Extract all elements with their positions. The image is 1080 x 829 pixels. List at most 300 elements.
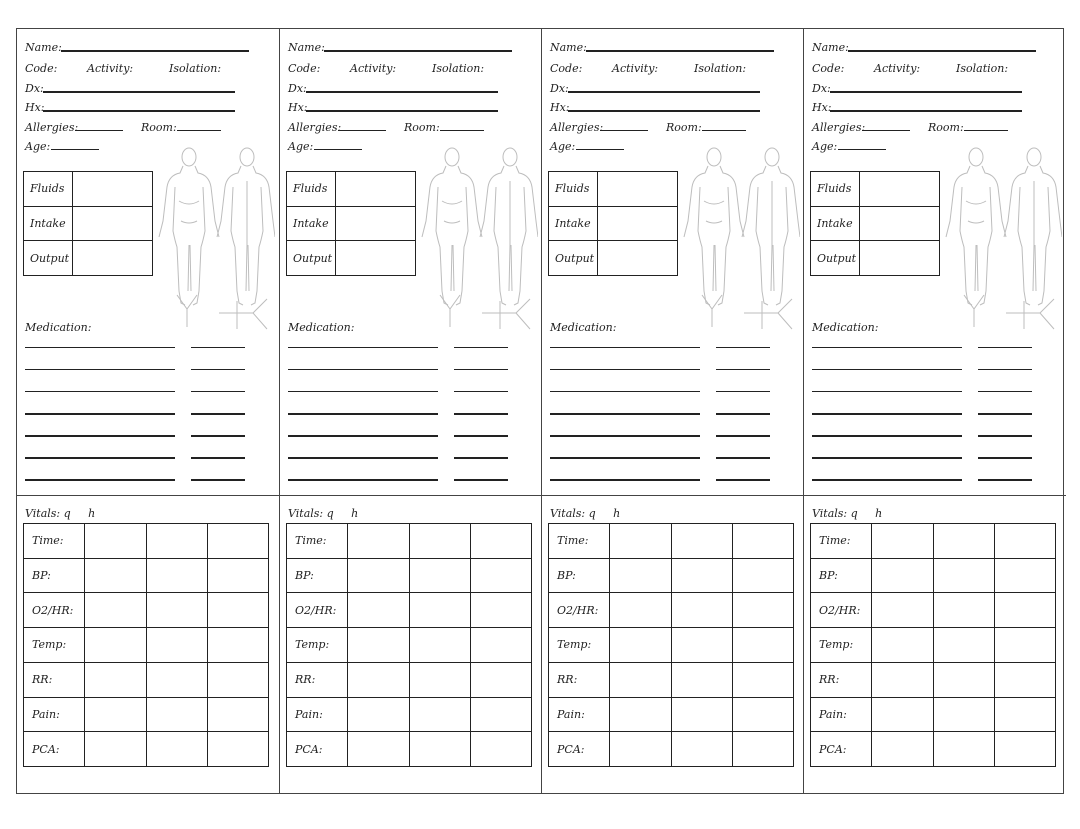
fluids-label: Fluids <box>811 172 860 207</box>
isolation-label: Isolation: <box>956 62 1009 75</box>
vitals-row <box>549 628 794 663</box>
vitals-row-label: Time: <box>811 524 872 559</box>
room-label: Room: <box>404 121 440 134</box>
code-label: Code: <box>812 62 845 75</box>
medication-dose-line[interactable] <box>191 479 245 481</box>
name-field[interactable] <box>848 50 1036 52</box>
patient-info-section <box>17 29 279 496</box>
medication-dose-line[interactable] <box>454 479 508 481</box>
vitals-row-label: Temp: <box>24 628 85 663</box>
vitals-cell[interactable] <box>348 697 409 732</box>
vitals-row <box>287 628 532 663</box>
age-label: Age: <box>25 140 51 153</box>
medication-dose-line[interactable] <box>978 347 1032 348</box>
vitals-row <box>24 697 269 732</box>
medication-dose-line[interactable] <box>454 347 508 348</box>
vitals-row <box>811 558 1056 593</box>
medication-dose-line[interactable] <box>978 457 1032 459</box>
vitals-cell[interactable] <box>872 662 933 697</box>
vitals-row-label: Time: <box>287 524 348 559</box>
vitals-cell[interactable] <box>610 697 671 732</box>
vitals-cell[interactable] <box>85 662 146 697</box>
vitals-row <box>287 524 532 559</box>
vitals-row-label: BP: <box>24 558 85 593</box>
intake-cell[interactable] <box>860 206 940 241</box>
activity-label: Activity: <box>612 62 659 75</box>
vitals-row-label: Pain: <box>24 697 85 732</box>
medication-dose-line[interactable] <box>191 391 245 392</box>
patient-info-section <box>804 29 1066 496</box>
medication-dose-line[interactable] <box>191 413 245 415</box>
vitals-suffix: h <box>351 507 359 520</box>
vitals-cell[interactable] <box>409 524 470 559</box>
medication-dose-line[interactable] <box>454 457 508 459</box>
fluids-cell[interactable] <box>860 172 940 207</box>
vitals-row-label: Temp: <box>287 628 348 663</box>
vitals-cell[interactable] <box>207 732 268 767</box>
hx-field[interactable] <box>306 110 498 112</box>
code-label: Code: <box>25 62 58 75</box>
output-label: Output <box>811 241 860 276</box>
vitals-cell[interactable] <box>470 662 531 697</box>
vitals-row <box>549 662 794 697</box>
medication-label: Medication: <box>812 321 879 334</box>
vitals-cell[interactable] <box>85 524 146 559</box>
body-diagram-icon <box>680 141 800 331</box>
vitals-cell[interactable] <box>732 558 793 593</box>
vitals-label <box>812 507 882 520</box>
vitals-cell[interactable] <box>610 732 671 767</box>
medication-name-line[interactable] <box>812 347 962 348</box>
intake-label: Intake <box>287 206 336 241</box>
output-cell[interactable] <box>336 241 416 276</box>
allergies-field[interactable] <box>338 130 386 131</box>
medication-name-line[interactable] <box>288 347 438 348</box>
room-field[interactable] <box>702 130 746 131</box>
vitals-cell[interactable] <box>348 628 409 663</box>
vitals-cell[interactable] <box>994 628 1055 663</box>
medication-name-line[interactable] <box>25 457 175 459</box>
vitals-row <box>549 593 794 628</box>
vitals-cell[interactable] <box>994 524 1055 559</box>
medication-dose-line[interactable] <box>978 413 1032 415</box>
vitals-row-label: Time: <box>24 524 85 559</box>
medication-dose-line[interactable] <box>191 435 245 437</box>
name-field[interactable] <box>586 50 774 52</box>
vitals-label <box>550 507 620 520</box>
isolation-label: Isolation: <box>432 62 485 75</box>
vitals-cell[interactable] <box>872 593 933 628</box>
vitals-cell[interactable] <box>994 558 1055 593</box>
medication-dose-line[interactable] <box>454 435 508 437</box>
intake-cell[interactable] <box>598 206 678 241</box>
medication-dose-line[interactable] <box>978 435 1032 437</box>
medication-dose-line[interactable] <box>716 457 770 459</box>
room-field[interactable] <box>177 130 221 131</box>
vitals-cell[interactable] <box>348 662 409 697</box>
intake-label: Intake <box>24 206 73 241</box>
output-cell[interactable] <box>860 241 940 276</box>
medication-dose-line[interactable] <box>191 457 245 459</box>
vitals-cell[interactable] <box>671 628 732 663</box>
dx-label: Dx: <box>288 82 307 95</box>
fluids-cell[interactable] <box>598 172 678 207</box>
vitals-suffix: h <box>875 507 883 520</box>
vitals-row <box>24 628 269 663</box>
vitals-cell[interactable] <box>933 662 994 697</box>
dx-field[interactable] <box>306 91 498 93</box>
medication-name-line[interactable] <box>25 479 175 481</box>
vitals-cell[interactable] <box>872 628 933 663</box>
dx-label: Dx: <box>550 82 569 95</box>
vitals-cell[interactable] <box>994 662 1055 697</box>
vitals-cell[interactable] <box>994 697 1055 732</box>
allergies-field[interactable] <box>862 130 910 131</box>
allergies-field[interactable] <box>600 130 648 131</box>
vitals-prefix: Vitals: q <box>25 507 71 520</box>
vitals-cell[interactable] <box>671 732 732 767</box>
vitals-cell[interactable] <box>732 593 793 628</box>
vitals-row-label: RR: <box>24 662 85 697</box>
medication-dose-line[interactable] <box>716 413 770 415</box>
vitals-row <box>287 593 532 628</box>
medication-dose-line[interactable] <box>454 413 508 415</box>
patient-card-4 <box>803 29 1066 793</box>
vitals-cell[interactable] <box>470 558 531 593</box>
medication-name-line[interactable] <box>25 347 175 348</box>
hx-label: Hx: <box>25 101 45 114</box>
fluids-label: Fluids <box>549 172 598 207</box>
vitals-table <box>286 523 532 767</box>
dx-field[interactable] <box>568 91 760 93</box>
allergies-label: Allergies: <box>812 121 866 134</box>
vitals-row-label: Pain: <box>287 697 348 732</box>
vitals-row-label: Temp: <box>549 628 610 663</box>
vitals-cell[interactable] <box>872 732 933 767</box>
allergies-label: Allergies: <box>550 121 604 134</box>
hx-label: Hx: <box>550 101 570 114</box>
vitals-prefix: Vitals: q <box>288 507 334 520</box>
dx-label: Dx: <box>812 82 831 95</box>
output-label: Output <box>549 241 598 276</box>
medication-dose-line[interactable] <box>716 435 770 437</box>
vitals-cell[interactable] <box>85 558 146 593</box>
intake-label: Intake <box>811 206 860 241</box>
vitals-cell[interactable] <box>732 524 793 559</box>
vitals-cell[interactable] <box>409 628 470 663</box>
vitals-cell[interactable] <box>671 697 732 732</box>
vitals-cell[interactable] <box>470 732 531 767</box>
medication-dose-line[interactable] <box>454 391 508 392</box>
age-label: Age: <box>288 140 314 153</box>
vitals-row-label: Pain: <box>549 697 610 732</box>
fluids-label: Fluids <box>287 172 336 207</box>
isolation-label: Isolation: <box>694 62 747 75</box>
vitals-cell[interactable] <box>146 593 207 628</box>
vitals-cell[interactable] <box>994 593 1055 628</box>
dx-field[interactable] <box>43 91 235 93</box>
vitals-cell[interactable] <box>409 558 470 593</box>
vitals-cell[interactable] <box>933 732 994 767</box>
vitals-cell[interactable] <box>207 558 268 593</box>
vitals-row-label: PCA: <box>24 732 85 767</box>
age-field[interactable] <box>838 149 886 150</box>
vitals-row-label: PCA: <box>811 732 872 767</box>
medication-name-line[interactable] <box>812 435 962 437</box>
vitals-cell[interactable] <box>933 697 994 732</box>
room-field[interactable] <box>964 130 1008 131</box>
medication-name-line[interactable] <box>550 479 700 481</box>
vitals-cell[interactable] <box>872 558 933 593</box>
dx-field[interactable] <box>830 91 1022 93</box>
fluids-cell[interactable] <box>336 172 416 207</box>
vitals-suffix: h <box>613 507 621 520</box>
name-label: Name: <box>288 41 325 54</box>
activity-label: Activity: <box>87 62 134 75</box>
vitals-cell[interactable] <box>207 593 268 628</box>
vitals-row <box>287 558 532 593</box>
vitals-row <box>549 524 794 559</box>
medication-name-line[interactable] <box>812 391 962 392</box>
age-field[interactable] <box>314 149 362 150</box>
patient-card-3 <box>541 29 804 793</box>
medication-dose-line[interactable] <box>978 391 1032 392</box>
vitals-row-label: O2/HR: <box>24 593 85 628</box>
name-label: Name: <box>550 41 587 54</box>
medication-dose-line[interactable] <box>716 347 770 348</box>
vitals-cell[interactable] <box>348 524 409 559</box>
medication-dose-line[interactable] <box>716 369 770 370</box>
vitals-cell[interactable] <box>348 558 409 593</box>
vitals-cell[interactable] <box>671 593 732 628</box>
vitals-cell[interactable] <box>85 628 146 663</box>
medication-dose-line[interactable] <box>978 479 1032 481</box>
fluids-cell[interactable] <box>73 172 153 207</box>
vitals-cell[interactable] <box>610 628 671 663</box>
vitals-cell[interactable] <box>732 732 793 767</box>
vitals-cell[interactable] <box>732 628 793 663</box>
vitals-cell[interactable] <box>933 593 994 628</box>
output-cell[interactable] <box>73 241 153 276</box>
vitals-cell[interactable] <box>933 628 994 663</box>
vitals-cell[interactable] <box>671 558 732 593</box>
vitals-row-label: Time: <box>549 524 610 559</box>
vitals-cell[interactable] <box>409 593 470 628</box>
vitals-cell[interactable] <box>872 697 933 732</box>
fluids-table <box>286 171 416 276</box>
vitals-cell[interactable] <box>85 697 146 732</box>
vitals-cell[interactable] <box>207 697 268 732</box>
vitals-row-label: O2/HR: <box>287 593 348 628</box>
vitals-row <box>287 697 532 732</box>
vitals-cell[interactable] <box>933 558 994 593</box>
medication-name-line[interactable] <box>550 413 700 415</box>
vitals-cell[interactable] <box>671 662 732 697</box>
output-label: Output <box>287 241 336 276</box>
vitals-row-label: RR: <box>811 662 872 697</box>
vitals-row <box>24 732 269 767</box>
vitals-cell[interactable] <box>470 593 531 628</box>
isolation-label: Isolation: <box>169 62 222 75</box>
vitals-cell[interactable] <box>933 524 994 559</box>
vitals-cell[interactable] <box>610 593 671 628</box>
body-diagram-icon <box>155 141 275 331</box>
vitals-row <box>811 628 1056 663</box>
vitals-cell[interactable] <box>732 662 793 697</box>
medication-name-line[interactable] <box>812 369 962 370</box>
allergies-label: Allergies: <box>288 121 342 134</box>
vitals-row <box>811 732 1056 767</box>
medication-dose-line[interactable] <box>716 479 770 481</box>
medication-label: Medication: <box>25 321 92 334</box>
vitals-cell[interactable] <box>610 558 671 593</box>
vitals-prefix: Vitals: q <box>550 507 596 520</box>
vitals-cell[interactable] <box>409 662 470 697</box>
vitals-cell[interactable] <box>348 732 409 767</box>
medication-name-line[interactable] <box>550 347 700 348</box>
medication-name-line[interactable] <box>288 435 438 437</box>
medication-name-line[interactable] <box>25 435 175 437</box>
vitals-cell[interactable] <box>207 524 268 559</box>
room-field[interactable] <box>440 130 484 131</box>
vitals-cell[interactable] <box>146 662 207 697</box>
allergies-field[interactable] <box>75 130 123 131</box>
vitals-row-label: PCA: <box>287 732 348 767</box>
patient-card-1 <box>17 29 279 793</box>
vitals-table <box>23 523 269 767</box>
vitals-cell[interactable] <box>610 662 671 697</box>
medication-dose-line[interactable] <box>191 369 245 370</box>
medication-dose-line[interactable] <box>716 391 770 392</box>
hx-field[interactable] <box>568 110 760 112</box>
medication-dose-line[interactable] <box>191 347 245 348</box>
dx-label: Dx: <box>25 82 44 95</box>
name-label: Name: <box>25 41 62 54</box>
patient-info-section <box>542 29 804 496</box>
vitals-cell[interactable] <box>348 593 409 628</box>
intake-cell[interactable] <box>336 206 416 241</box>
vitals-cell[interactable] <box>207 628 268 663</box>
medication-name-line[interactable] <box>25 369 175 370</box>
vitals-row-label: BP: <box>811 558 872 593</box>
medication-name-line[interactable] <box>288 413 438 415</box>
vitals-cell[interactable] <box>409 697 470 732</box>
hx-field[interactable] <box>830 110 1022 112</box>
hx-label: Hx: <box>288 101 308 114</box>
vitals-cell[interactable] <box>146 697 207 732</box>
vitals-row <box>287 662 532 697</box>
name-field[interactable] <box>324 50 512 52</box>
vitals-table <box>548 523 794 767</box>
vitals-row <box>549 732 794 767</box>
fluids-table <box>810 171 940 276</box>
output-cell[interactable] <box>598 241 678 276</box>
vitals-row-label: BP: <box>287 558 348 593</box>
vitals-row-label: Temp: <box>811 628 872 663</box>
vitals-label <box>25 507 95 520</box>
vitals-label <box>288 507 358 520</box>
medication-name-line[interactable] <box>550 435 700 437</box>
vitals-row <box>811 593 1056 628</box>
vitals-row <box>549 697 794 732</box>
vitals-suffix: h <box>88 507 96 520</box>
name-field[interactable] <box>61 50 249 52</box>
vitals-row <box>24 524 269 559</box>
vitals-cell[interactable] <box>207 662 268 697</box>
age-field[interactable] <box>51 149 99 150</box>
vitals-cell[interactable] <box>671 524 732 559</box>
vitals-cell[interactable] <box>470 628 531 663</box>
activity-label: Activity: <box>350 62 397 75</box>
vitals-row-label: RR: <box>287 662 348 697</box>
intake-label: Intake <box>549 206 598 241</box>
medication-label: Medication: <box>550 321 617 334</box>
vitals-cell[interactable] <box>470 697 531 732</box>
body-diagram-icon <box>942 141 1062 331</box>
age-label: Age: <box>550 140 576 153</box>
hx-field[interactable] <box>43 110 235 112</box>
vitals-cell[interactable] <box>146 628 207 663</box>
fluids-table <box>23 171 153 276</box>
vitals-cell[interactable] <box>409 732 470 767</box>
body-diagram-icon <box>418 141 538 331</box>
medication-dose-line[interactable] <box>978 369 1032 370</box>
medication-name-line[interactable] <box>812 479 962 481</box>
vitals-row-label: BP: <box>549 558 610 593</box>
room-label: Room: <box>928 121 964 134</box>
vitals-row-label: O2/HR: <box>811 593 872 628</box>
medication-name-line[interactable] <box>25 391 175 392</box>
vitals-table <box>810 523 1056 767</box>
medication-name-line[interactable] <box>550 391 700 392</box>
medication-name-line[interactable] <box>25 413 175 415</box>
vitals-cell[interactable] <box>610 524 671 559</box>
age-field[interactable] <box>576 149 624 150</box>
activity-label: Activity: <box>874 62 921 75</box>
medication-name-line[interactable] <box>812 413 962 415</box>
vitals-cell[interactable] <box>146 732 207 767</box>
medication-name-line[interactable] <box>288 391 438 392</box>
vitals-row <box>811 662 1056 697</box>
code-label: Code: <box>288 62 321 75</box>
medication-name-line[interactable] <box>812 457 962 459</box>
allergies-label: Allergies: <box>25 121 79 134</box>
vitals-cell[interactable] <box>994 732 1055 767</box>
age-label: Age: <box>812 140 838 153</box>
hx-label: Hx: <box>812 101 832 114</box>
medication-name-line[interactable] <box>288 457 438 459</box>
vitals-row-label: RR: <box>549 662 610 697</box>
vitals-cell[interactable] <box>146 524 207 559</box>
vitals-cell[interactable] <box>146 558 207 593</box>
medication-name-line[interactable] <box>288 369 438 370</box>
vitals-cell[interactable] <box>470 524 531 559</box>
vitals-cell[interactable] <box>85 732 146 767</box>
vitals-cell[interactable] <box>85 593 146 628</box>
vitals-row-label: Pain: <box>811 697 872 732</box>
medication-dose-line[interactable] <box>454 369 508 370</box>
vitals-cell[interactable] <box>872 524 933 559</box>
fluids-table <box>548 171 678 276</box>
intake-cell[interactable] <box>73 206 153 241</box>
code-label: Code: <box>550 62 583 75</box>
medication-name-line[interactable] <box>288 479 438 481</box>
medication-label: Medication: <box>288 321 355 334</box>
medication-name-line[interactable] <box>550 369 700 370</box>
vitals-cell[interactable] <box>732 697 793 732</box>
fluids-label: Fluids <box>24 172 73 207</box>
medication-name-line[interactable] <box>550 457 700 459</box>
